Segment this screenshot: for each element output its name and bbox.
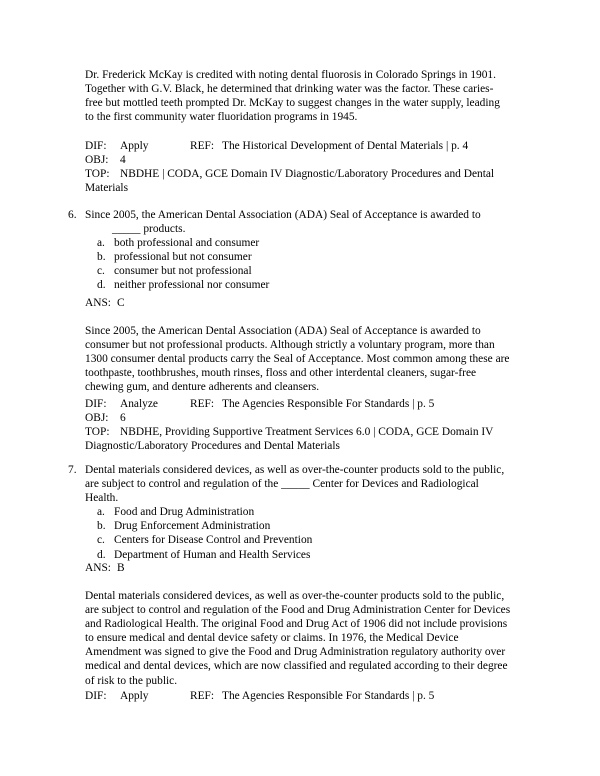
question-stem-tail: Center for Devices and Radiological Health. bbox=[85, 478, 479, 505]
top-value: NBDHE | CODA, GCE Domain IV Diagnostic/Laboratory Procedures and Dental Materials bbox=[85, 168, 495, 195]
top-value: NBDHE, Providing Supportive Treatment Services 6.0 | CODA, GCE Domain IV Diagnostic/Laboratory Procedures and Dental Materials bbox=[85, 426, 494, 453]
option-text: Drug Enforcement Administration bbox=[114, 520, 271, 533]
answer-line-7 bbox=[85, 561, 125, 575]
metadata-block-7 bbox=[85, 689, 525, 703]
option-item[interactable] bbox=[97, 519, 511, 533]
obj-value: 4 bbox=[120, 154, 126, 167]
dif-label: DIF: bbox=[85, 140, 107, 152]
question-stem-tail: products. bbox=[143, 223, 186, 236]
top-label: TOP: bbox=[85, 426, 110, 439]
question-block-6 bbox=[68, 208, 511, 293]
metadata-dif-line bbox=[85, 139, 525, 153]
option-item[interactable] bbox=[97, 505, 511, 519]
ref-value: The Agencies Responsible For Standards | p. 5 bbox=[222, 398, 435, 410]
option-item[interactable] bbox=[97, 278, 511, 292]
option-letter: a. bbox=[97, 237, 105, 250]
question-stem-row bbox=[68, 463, 511, 505]
option-letter: b. bbox=[97, 520, 106, 533]
answer-value: B bbox=[117, 562, 125, 574]
metadata-dif-line bbox=[85, 397, 525, 411]
option-letter: d. bbox=[97, 279, 106, 292]
answer-value: C bbox=[117, 297, 125, 309]
question-number: 7. bbox=[68, 464, 77, 476]
ref-value: The Agencies Responsible For Standards | p. 5 bbox=[222, 690, 435, 702]
question-stem bbox=[85, 463, 511, 505]
dif-value: Analyze bbox=[120, 398, 158, 410]
question-stem-line1: Since 2005, the American Dental Association (ADA) Seal of Acceptance is awarded to bbox=[85, 209, 481, 221]
option-text: Food and Drug Administration bbox=[114, 506, 255, 519]
dif-value: Apply bbox=[120, 140, 149, 152]
ref-value: The Historical Development of Dental Materials | p. 4 bbox=[222, 140, 469, 152]
dif-label: DIF: bbox=[85, 398, 107, 410]
metadata-dif-line bbox=[85, 689, 525, 703]
option-list bbox=[97, 236, 511, 292]
obj-label: OBJ: bbox=[85, 412, 109, 425]
option-text: Department of Human and Health Services bbox=[114, 548, 311, 561]
obj-value: 6 bbox=[120, 412, 126, 425]
metadata-top-line bbox=[85, 167, 511, 195]
top-label: TOP: bbox=[85, 168, 110, 181]
metadata-block-6 bbox=[85, 397, 525, 453]
question-stem-line1: Dental materials considered devices, as well as over-the-counter products sold to the public, are subject to control and regulation of the bbox=[85, 464, 505, 491]
option-list bbox=[97, 505, 511, 561]
ref-label: REF: bbox=[190, 140, 215, 152]
option-text: professional but not consumer bbox=[114, 251, 252, 264]
metadata-top-line bbox=[85, 425, 511, 453]
answer-label: ANS: bbox=[85, 562, 111, 574]
metadata-obj-line bbox=[85, 411, 525, 425]
option-item[interactable] bbox=[97, 264, 511, 278]
ref-label: REF: bbox=[190, 398, 215, 410]
option-text: both professional and consumer bbox=[114, 237, 260, 250]
option-item[interactable] bbox=[97, 548, 511, 562]
option-item[interactable] bbox=[97, 236, 511, 250]
question-stem bbox=[85, 208, 511, 236]
option-letter: c. bbox=[97, 265, 105, 278]
metadata-block-top bbox=[85, 139, 525, 195]
answer-line-6 bbox=[85, 296, 125, 310]
question-blank: _____ bbox=[112, 223, 141, 236]
option-text: Centers for Disease Control and Prevention bbox=[114, 534, 313, 547]
option-letter: c. bbox=[97, 534, 105, 547]
dif-label: DIF: bbox=[85, 690, 107, 702]
obj-label: OBJ: bbox=[85, 154, 109, 167]
option-item[interactable] bbox=[97, 533, 511, 547]
rationale-paragraph: Since 2005, the American Dental Association (ADA) Seal of Acceptance is awarded to consumer but not professional products. Although strictly a voluntary program, more than 1300 consumer dental products carry the Seal of Acceptance. Most common among these are toothpaste, toothbrushes, mouth rinses, floss and other interdental cleaners, sugar-free chewing gum, and denture adherents and cleansers. bbox=[85, 325, 510, 394]
intro-paragraph-block bbox=[85, 68, 511, 124]
option-letter: a. bbox=[97, 506, 105, 519]
intro-paragraph: Dr. Frederick McKay is credited with noting dental fluorosis in Colorado Springs in 1901. Together with G.V. Black, he determined that drinking water was the factor. These caries-free but mottled teeth prompted Dr. McKay to suggest changes in the water supply, leading to the first community water fluoridation programs in 1945. bbox=[85, 69, 500, 124]
option-item[interactable] bbox=[97, 250, 511, 264]
option-text: consumer but not professional bbox=[114, 265, 252, 278]
question-blank: _____ bbox=[281, 478, 310, 491]
rationale-paragraph: Dental materials considered devices, as well as over-the-counter products sold to the public, are subject to control and regulation of the Food and Drug Administration Center for Devices and Radiological Health. The original Food and Drug Act of 1906 did not include provisions to ensure medical and dental device safety or claims. In 1976, the Medical Device Amendment was signed to give the Food and Drug Administration regulatory authority over medical and dental devices, which are now classified and regulated according to their degree of risk to the public. bbox=[85, 590, 511, 687]
ref-label: REF: bbox=[190, 690, 215, 702]
question-block-7 bbox=[68, 463, 511, 562]
rationale-block-6 bbox=[85, 324, 511, 394]
question-stem-row bbox=[68, 208, 511, 236]
dif-value: Apply bbox=[120, 690, 149, 702]
answer-label: ANS: bbox=[85, 297, 111, 309]
option-letter: b. bbox=[97, 251, 106, 264]
option-text: neither professional nor consumer bbox=[114, 279, 270, 292]
option-letter: d. bbox=[97, 548, 106, 561]
metadata-obj-line bbox=[85, 153, 525, 167]
question-number: 6. bbox=[68, 209, 77, 221]
rationale-block-7 bbox=[85, 589, 511, 688]
